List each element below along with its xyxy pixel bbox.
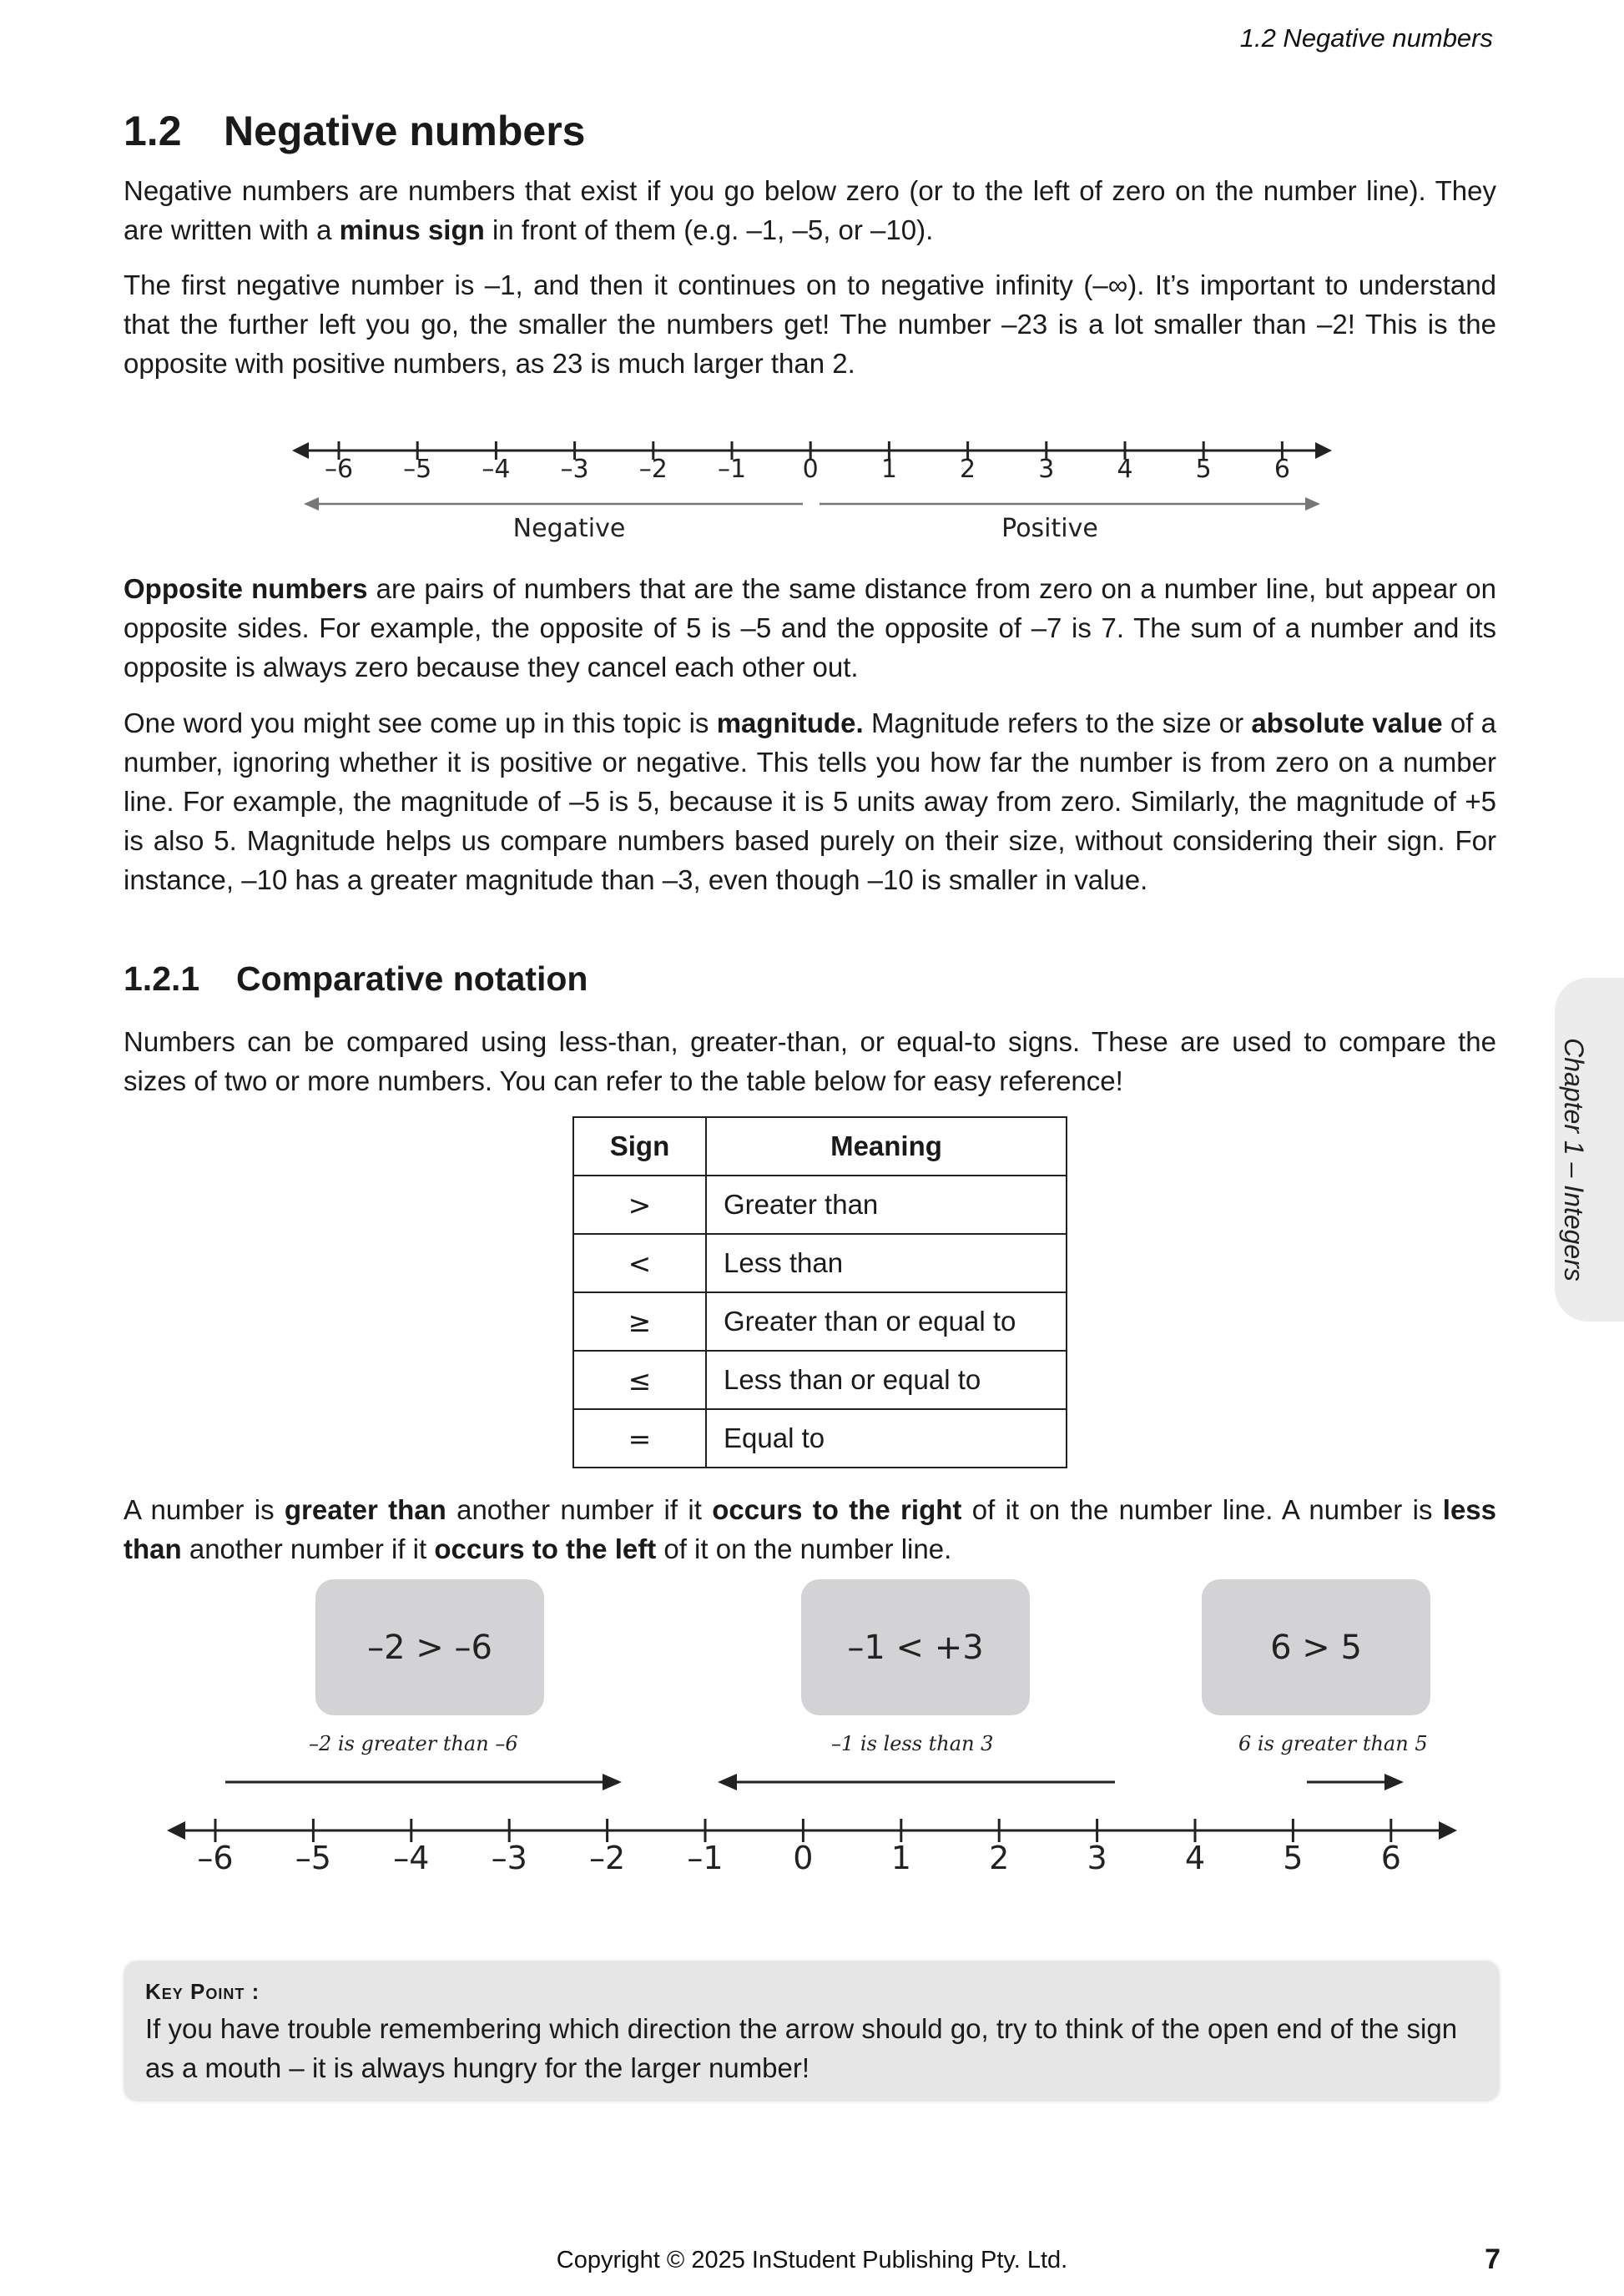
text-run: Negative numbers are numbers that exist if you go below zero (or to the left of zero on the number line). They are written with a: [124, 175, 1496, 245]
example-box-1: [315, 1579, 544, 1715]
tick-label: 1: [890, 1840, 911, 1876]
key-point-box: [125, 1962, 1498, 2100]
tick-label: 4: [1117, 455, 1133, 484]
text-run: of a number, ignoring whether it is positive or negative. This tells you how far the number is from zero on a number line. For example, the magnitude of –5 is 5, because it is 5 units away from zero. Similarly, the magnitude of +5 is also 5. Magnitude helps us compare numbers based purely on their size, without considering their sign. For instance, –10 has a greater magnitude than –3, even though –10 is smaller in value.: [124, 707, 1497, 895]
tick-label: 1: [880, 455, 897, 484]
bold-term-opposite-numbers: Opposite numbers: [124, 573, 368, 604]
intro-paragraph-2: The first negative number is –1, and then it continues on to negative infinity (–∞). It’s important to understand that the further left you go, the smaller the numbers get! The number –23 is a lot smaller than –2! This is the opposite with positive numbers, as 23 is much larger than 2.: [124, 269, 1496, 379]
arrow-right-icon: [1315, 442, 1332, 459]
bold-term-less-than: less than: [124, 1494, 1497, 1564]
text-run: One word you might see come up in this topic is: [124, 707, 717, 738]
table-row: [573, 1409, 1067, 1468]
chapter-side-tab: [1555, 978, 1624, 1322]
table-cell-sign: ≤: [573, 1351, 706, 1409]
tick-label: 3: [1087, 1840, 1107, 1876]
table-header-sign: Sign: [573, 1117, 706, 1176]
section-title: Negative numbers: [224, 108, 586, 154]
text-run: of it on the number line.: [656, 1533, 952, 1564]
tick-label: –5: [295, 1840, 331, 1876]
tick-label: 0: [793, 1840, 814, 1876]
tick-label: –2: [638, 455, 668, 484]
sign-meaning-table: [572, 1116, 1067, 1468]
positive-label: Positive: [1001, 514, 1098, 543]
greater-less-paragraph: [124, 1490, 1496, 1568]
text-run: Magnitude refers to the size or: [863, 707, 1252, 738]
key-point-title: Key Point :: [145, 1979, 260, 2004]
arrow-right-icon: [1439, 1821, 1457, 1840]
example-box-3: [1202, 1579, 1430, 1715]
section-number: 1.2: [124, 108, 182, 154]
example-expression: –2 > –6: [367, 1628, 492, 1667]
tick-label: –6: [324, 455, 354, 484]
text-run: in front of them (e.g. –1, –5, or –10).: [484, 214, 934, 245]
table-cell-meaning: Greater than or equal to: [706, 1292, 1067, 1351]
page-number: 7: [1485, 2243, 1500, 2275]
bold-term-occurs-left: occurs to the left: [434, 1533, 657, 1564]
tick-label: –6: [197, 1840, 234, 1876]
magnitude-paragraph: [124, 703, 1496, 899]
tick-label: 4: [1184, 1840, 1206, 1876]
running-header: 1.2 Negative numbers: [1239, 23, 1493, 53]
table-row: [573, 1234, 1067, 1292]
table-cell-meaning: Equal to: [706, 1409, 1067, 1468]
text-run: A number is: [124, 1494, 285, 1525]
number-line-comparison: [167, 1760, 1469, 1877]
key-point-text: If you have trouble remembering which direction the arrow should go, try to think of the open end of the sign as a mouth – it is always hungry for the larger number!: [145, 2013, 1458, 2083]
tick-label: –5: [403, 455, 432, 484]
table-cell-sign: =: [573, 1409, 706, 1468]
table-cell-meaning: Less than: [706, 1234, 1067, 1292]
tick-label: 5: [1195, 455, 1212, 484]
table-header-row: [573, 1117, 1067, 1176]
arrow-right-icon: [1384, 1774, 1404, 1790]
table-row: [573, 1351, 1067, 1409]
number-line-ticks: [325, 441, 1290, 484]
opposite-numbers-paragraph: [124, 569, 1496, 687]
arrow-right-icon: [603, 1774, 622, 1790]
example-expression: 6 > 5: [1270, 1628, 1362, 1667]
chapter-side-tab-label: Chapter 1 – Integers: [1559, 1038, 1589, 1281]
table-cell-sign: <: [573, 1234, 706, 1292]
tick-label: 3: [1038, 455, 1055, 484]
number-line-negative-positive: [292, 425, 1335, 551]
bold-term-greater-than: greater than: [284, 1494, 446, 1525]
arrow-left-icon: [292, 442, 309, 459]
example-caption-1: –2 is greater than –6: [309, 1732, 518, 1755]
tick-label: 0: [802, 455, 819, 484]
example-caption-3: 6 is greater than 5: [1238, 1732, 1428, 1755]
bold-term-absolute-value: absolute value: [1251, 707, 1443, 738]
tick-label: 6: [1273, 455, 1290, 484]
arrow-left-icon: [718, 1774, 737, 1790]
tick-label: 5: [1283, 1840, 1304, 1876]
table-row: [573, 1176, 1067, 1234]
table-row: [573, 1292, 1067, 1351]
example-caption-2: –1 is less than 3: [831, 1732, 994, 1755]
tick-label: –4: [482, 455, 511, 484]
bold-term-magnitude: magnitude.: [716, 707, 864, 738]
bold-term-occurs-right: occurs to the right: [712, 1494, 962, 1525]
table-header-meaning: Meaning: [706, 1117, 1067, 1176]
text-run: another number if it: [446, 1494, 713, 1525]
example-box-2: [801, 1579, 1030, 1715]
negative-label: Negative: [512, 514, 626, 543]
text-run: are pairs of numbers that are the same distance from zero on a number line, but appear on opposite sides. For example, the opposite of 5 is –5 and the opposite of –7 is 7. The sum of a number and its opposite is always zero because they cancel each other out.: [124, 573, 1497, 682]
tick-label: 2: [989, 1840, 1010, 1876]
tick-label: –1: [717, 455, 747, 484]
subsection-number: 1.2.1: [124, 959, 200, 998]
comparative-intro-paragraph: Numbers can be compared using less-than, greater-than, or equal-to signs. These are used to compare the sizes of two or more numbers. You can refer to the table below for easy reference!: [124, 1026, 1496, 1096]
subsection-title: Comparative notation: [236, 959, 588, 998]
number-line-ticks: [197, 1819, 1400, 1876]
tick-label: –2: [589, 1840, 626, 1876]
tick-label: –3: [491, 1840, 527, 1876]
bold-term-minus-sign: minus sign: [339, 214, 485, 245]
tick-label: –3: [560, 455, 589, 484]
tick-label: 2: [960, 455, 976, 484]
arrow-right-icon: [1305, 497, 1320, 511]
table-cell-sign: ≥: [573, 1292, 706, 1351]
footer-copyright: Copyright © 2025 InStudent Publishing Pty. Ltd.: [556, 2247, 1068, 2273]
subsection-heading: [124, 959, 588, 999]
text-run: another number if it: [181, 1533, 435, 1564]
tick-label: –4: [393, 1840, 430, 1876]
section-heading: [124, 107, 585, 155]
table-cell-meaning: Greater than: [706, 1176, 1067, 1234]
table-cell-meaning: Less than or equal to: [706, 1351, 1067, 1409]
tick-label: 6: [1380, 1840, 1401, 1876]
table-cell-sign: >: [573, 1176, 706, 1234]
tick-label: –1: [687, 1840, 724, 1876]
example-expression: –1 < +3: [847, 1628, 984, 1667]
intro-paragraph-1: [124, 171, 1496, 249]
arrow-left-icon: [304, 497, 319, 511]
text-run: of it on the number line. A number is: [961, 1494, 1443, 1525]
arrow-left-icon: [167, 1821, 185, 1840]
